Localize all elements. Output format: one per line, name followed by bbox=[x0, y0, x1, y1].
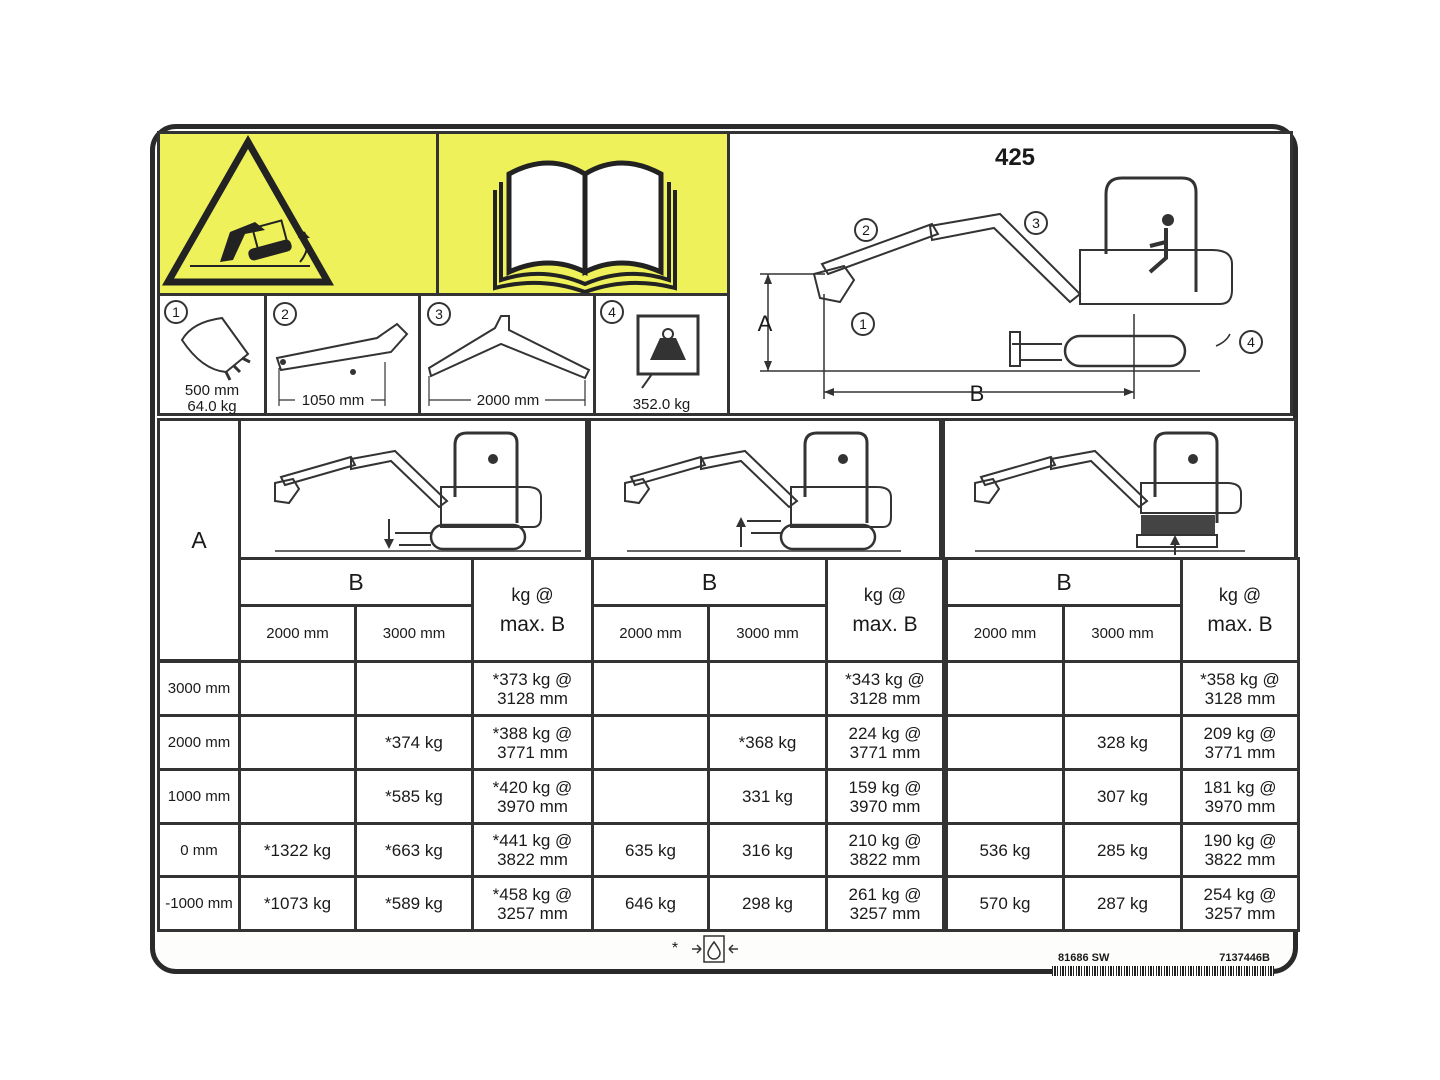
col-header-2000: 2000 mm bbox=[238, 604, 357, 663]
table-cell bbox=[354, 660, 474, 717]
group-image-blade-down bbox=[238, 418, 588, 560]
cell-value: *458 kg @ bbox=[492, 884, 573, 904]
col-header-3000: 3000 mm bbox=[707, 604, 828, 663]
table-cell bbox=[1180, 768, 1300, 825]
cell-value: 3128 mm bbox=[1204, 688, 1276, 708]
component-number: 2 bbox=[273, 302, 297, 326]
cell-value: 3970 mm bbox=[497, 796, 568, 816]
max-b-label: max. B bbox=[499, 613, 566, 636]
height-a-label: A bbox=[191, 526, 207, 553]
cell-value: *1322 kg bbox=[263, 840, 332, 860]
table-cell bbox=[1062, 714, 1183, 771]
component-number: 3 bbox=[427, 302, 451, 326]
max-b-label: max. B bbox=[852, 613, 918, 636]
cell-value: *589 kg bbox=[385, 894, 443, 913]
table-cell bbox=[591, 660, 710, 717]
tip-over-warning-icon bbox=[160, 134, 442, 299]
cell-value: 570 kg bbox=[979, 894, 1031, 913]
table-cell bbox=[1062, 822, 1183, 878]
table-cell bbox=[354, 714, 474, 771]
table-cell bbox=[945, 768, 1065, 825]
cell-value: 536 kg bbox=[979, 840, 1031, 860]
warning-panel bbox=[157, 131, 439, 296]
boom-length: 2000 mm bbox=[471, 392, 545, 409]
cell-value: *663 kg bbox=[385, 840, 443, 860]
cell-value: 635 kg bbox=[624, 840, 677, 860]
table-cell bbox=[591, 714, 710, 771]
cell-value: *441 kg @ bbox=[492, 831, 573, 850]
cell-value: 3128 mm bbox=[497, 688, 568, 708]
table-cell bbox=[825, 875, 945, 932]
table-cell bbox=[707, 714, 828, 771]
cell-value: *420 kg @ bbox=[492, 777, 573, 797]
cell-value: *388 kg @ bbox=[492, 723, 573, 743]
cell-value: 210 kg @ bbox=[848, 831, 922, 850]
row-label: 1000 mm bbox=[157, 768, 241, 825]
cell-value: 3771 mm bbox=[1204, 742, 1276, 762]
cell-value: 285 kg bbox=[1096, 840, 1149, 860]
table-cell bbox=[591, 822, 710, 878]
callout-2: 2 bbox=[854, 218, 878, 242]
cell-value: 3257 mm bbox=[1204, 903, 1276, 923]
table-cell bbox=[1062, 768, 1183, 825]
barcode bbox=[1052, 966, 1274, 976]
cell-value: 3970 mm bbox=[849, 796, 921, 816]
callout-1: 1 bbox=[851, 312, 875, 336]
manual-panel bbox=[436, 131, 730, 296]
cell-value: 3822 mm bbox=[497, 850, 568, 869]
cell-value: *373 kg @ bbox=[492, 669, 573, 689]
table-cell bbox=[707, 768, 828, 825]
arm-length: 1050 mm bbox=[295, 392, 371, 409]
table-cell bbox=[825, 714, 945, 771]
table-cell bbox=[945, 660, 1065, 717]
table-cell bbox=[471, 714, 594, 771]
cell-value: 3771 mm bbox=[849, 742, 921, 762]
table-cell bbox=[1180, 875, 1300, 932]
cell-value: 287 kg bbox=[1096, 894, 1149, 913]
b-label: B bbox=[238, 557, 474, 607]
hydraulic-fluid-icon bbox=[690, 934, 740, 964]
row-label: 3000 mm bbox=[157, 660, 241, 717]
table-cell bbox=[591, 875, 710, 932]
table-cell bbox=[238, 714, 357, 771]
counterweight-mass: 352.0 kg bbox=[632, 396, 691, 413]
row-header-column bbox=[157, 418, 241, 662]
cell-value: 298 kg bbox=[741, 894, 794, 913]
excavator-overview-icon bbox=[730, 134, 1296, 419]
table-cell bbox=[945, 714, 1065, 771]
table-cell bbox=[945, 822, 1065, 878]
table-cell bbox=[1062, 875, 1183, 932]
overview-panel bbox=[727, 131, 1293, 416]
cell-value: 3822 mm bbox=[1204, 850, 1276, 869]
group-image-blade-up bbox=[588, 418, 942, 560]
table-cell bbox=[825, 822, 945, 878]
b-label: B bbox=[591, 557, 828, 607]
cell-value: *585 kg bbox=[385, 787, 443, 806]
table-cell bbox=[471, 768, 594, 825]
table-cell bbox=[1180, 822, 1300, 878]
cell-value: 190 kg @ bbox=[1203, 831, 1277, 850]
component-number: 1 bbox=[164, 300, 188, 324]
table-cell bbox=[238, 822, 357, 878]
kg-at-max-b-header bbox=[1180, 557, 1300, 663]
read-manual-icon bbox=[439, 134, 733, 299]
table-cell bbox=[471, 660, 594, 717]
kg-at-max-b-header bbox=[825, 557, 945, 663]
cell-value: 159 kg @ bbox=[848, 777, 922, 797]
table-cell bbox=[707, 875, 828, 932]
bucket-weight: 64.0 kg bbox=[187, 398, 237, 415]
part-code-right: 7137446B bbox=[1219, 952, 1270, 964]
kg-at-label: kg @ bbox=[511, 585, 554, 605]
component-bucket bbox=[157, 293, 267, 416]
cell-value: 3771 mm bbox=[497, 742, 568, 762]
cell-value: 3257 mm bbox=[849, 903, 921, 923]
col-header-2000: 2000 mm bbox=[945, 604, 1065, 663]
kg-at-label: kg @ bbox=[863, 585, 907, 605]
component-arm bbox=[264, 293, 421, 416]
row-label: 2000 mm bbox=[157, 714, 241, 771]
table-cell bbox=[471, 875, 594, 932]
callout-3: 3 bbox=[1024, 211, 1048, 235]
b-label: B bbox=[945, 557, 1183, 607]
cell-value: 316 kg bbox=[741, 840, 794, 860]
table-cell bbox=[825, 660, 945, 717]
cell-value: 254 kg @ bbox=[1203, 884, 1277, 904]
table-cell bbox=[471, 822, 594, 878]
row-label: 0 mm bbox=[157, 822, 241, 878]
cell-value: 261 kg @ bbox=[848, 884, 922, 904]
bucket-width: 500 mm bbox=[184, 382, 240, 399]
excavator-blade-down-icon bbox=[241, 421, 591, 563]
cell-value: 3257 mm bbox=[497, 903, 568, 923]
cell-value: 3822 mm bbox=[849, 850, 921, 869]
component-boom bbox=[418, 293, 596, 416]
cell-value: *374 kg bbox=[385, 733, 443, 752]
table-cell bbox=[238, 660, 357, 717]
cell-value: *368 kg bbox=[738, 733, 797, 752]
table-cell bbox=[1062, 660, 1183, 717]
table-cell bbox=[825, 768, 945, 825]
table-cell bbox=[1180, 714, 1300, 771]
table-cell bbox=[238, 768, 357, 825]
table-cell bbox=[238, 875, 357, 932]
cell-value: *358 kg @ bbox=[1200, 669, 1280, 689]
table-cell bbox=[1180, 660, 1300, 717]
dimension-a-label: A bbox=[757, 311, 773, 336]
col-header-3000: 3000 mm bbox=[354, 604, 474, 663]
excavator-blade-up-icon bbox=[591, 421, 945, 563]
cell-value: 3970 mm bbox=[1204, 796, 1276, 816]
cell-value: 646 kg bbox=[624, 894, 677, 913]
table-cell bbox=[354, 875, 474, 932]
max-b-label: max. B bbox=[1207, 613, 1273, 636]
dimension-b-label: B bbox=[969, 381, 985, 406]
cell-value: 3128 mm bbox=[849, 688, 921, 708]
excavator-side-icon bbox=[945, 421, 1300, 563]
callout-4: 4 bbox=[1239, 330, 1263, 354]
table-cell bbox=[707, 822, 828, 878]
component-number: 4 bbox=[600, 300, 624, 324]
cell-value: 209 kg @ bbox=[1203, 723, 1277, 743]
cell-value: 181 kg @ bbox=[1203, 777, 1277, 797]
cell-value: 328 kg bbox=[1096, 733, 1149, 752]
part-code-left: 81686 SW bbox=[1058, 952, 1110, 964]
table-cell bbox=[945, 875, 1065, 932]
cell-value: 331 kg bbox=[741, 787, 794, 806]
component-counterweight bbox=[593, 293, 730, 416]
col-header-2000: 2000 mm bbox=[591, 604, 710, 663]
table-cell bbox=[591, 768, 710, 825]
cell-value: 224 kg @ bbox=[848, 723, 922, 743]
kg-at-max-b-header bbox=[471, 557, 594, 663]
cell-value: *343 kg @ bbox=[845, 669, 925, 689]
table-cell bbox=[354, 822, 474, 878]
table-cell bbox=[354, 768, 474, 825]
cell-value: *1073 kg bbox=[263, 894, 332, 913]
table-cell bbox=[707, 660, 828, 717]
cell-value: 307 kg bbox=[1096, 787, 1149, 806]
group-image-side bbox=[942, 418, 1297, 560]
row-label: -1000 mm bbox=[157, 875, 241, 932]
model-number: 425 bbox=[994, 144, 1036, 171]
footer-asterisk: * bbox=[671, 940, 679, 957]
col-header-3000: 3000 mm bbox=[1062, 604, 1183, 663]
kg-at-label: kg @ bbox=[1218, 585, 1262, 605]
